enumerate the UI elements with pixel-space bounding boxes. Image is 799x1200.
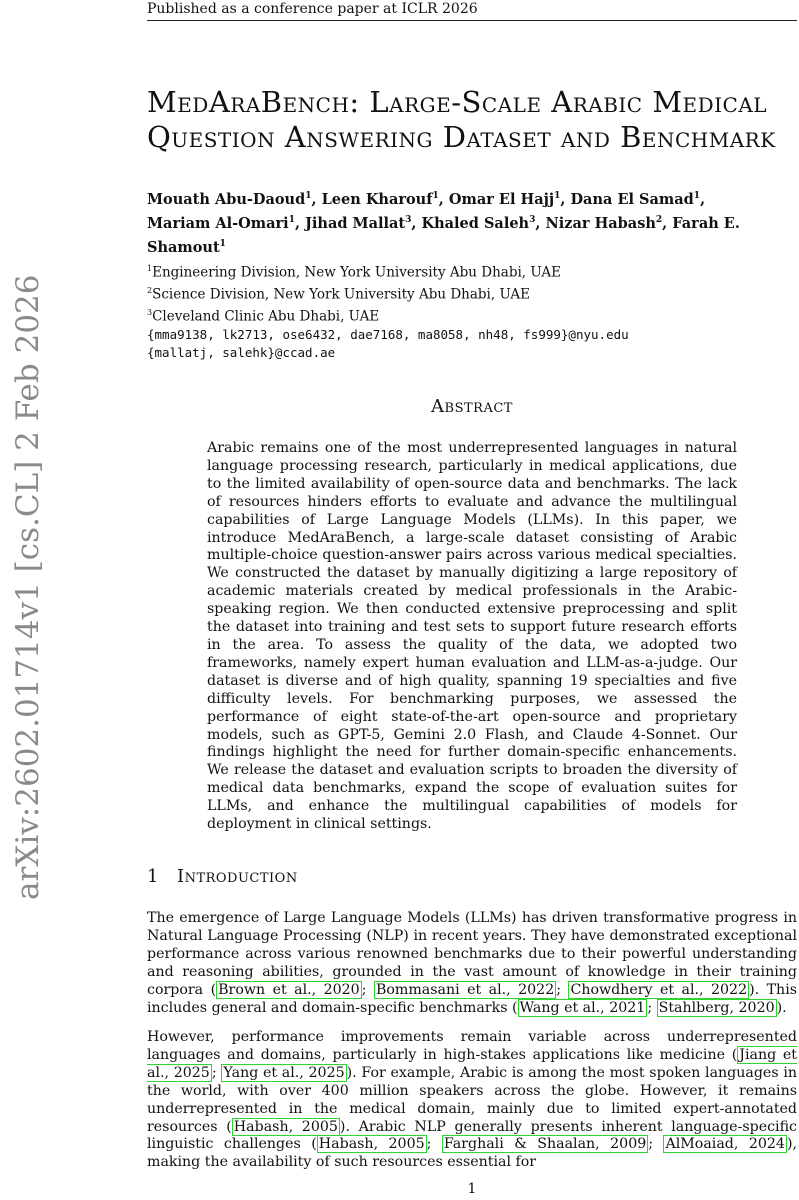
author-affil: 1: [432, 191, 439, 201]
citation-link[interactable]: Brown et al., 2020: [218, 981, 360, 998]
author-name: Leen Kharouf: [321, 190, 433, 208]
author-name: Nizar Habash: [545, 214, 656, 232]
author-name: Omar El Hajj: [448, 190, 555, 208]
author-name: Mouath Abu-Daoud: [147, 190, 306, 208]
citation-link[interactable]: Stahlberg, 2020: [658, 999, 775, 1016]
arxiv-stamp: arXiv:2602.01714v1 [cs.CL] 2 Feb 2026: [10, 274, 46, 900]
author-affil: 1: [219, 238, 226, 249]
author-name: Farah E. Shamout: [147, 214, 740, 256]
citation-link[interactable]: Farghali & Shaalan, 2009: [443, 1136, 647, 1153]
author-affil: 3: [405, 214, 412, 225]
intro-paragraph-1: The emergence of Large Language Models (LLMs) has driven transformative progress in Natural Language Processing (NLP) in recent years. They have demonstrated exceptional performance across various renowned benchmarks due to their powerful understanding and reasoning abilities, grounded in the vast amount of knowledge in their training corpora ( Brown et al., 2020 ; Bommasani et al., 2022 ; Chowdhery et al., 2022 ). This includes general and domain-specific benchmarks ( Wang et al., 2021 ; Stahlberg, 2020 ).: [147, 910, 798, 1016]
email-line-nyu[interactable]: {mma9138, lk2713, ose6432, dae7168, ma8058, nh48, fs999}@nyu.edu: [147, 327, 629, 342]
citation-link[interactable]: Yang et al., 2025: [223, 1064, 345, 1081]
abstract-body: Arabic remains one of the most underrepresented languages in natural language processing research, particularly in medical applications, due to the limited availability of open-source data and benchmarks. The lack of resources hinders efforts to evaluate and advance the multilingual capabilities of Large Language Models (LLMs). In this paper, we introduce MedAraBench, a large-scale dataset consisting of Arabic multiple-choice question-answer pairs across various medical specialties. We constructed the dataset by manually digitizing a large repository of academic materials created by medical professionals in the Arabic-speaking region. We then conducted extensive preprocessing and split the dataset into training and test sets to support future research efforts in the area. To assess the quality of the data, we adopted two frameworks, namely expert human evaluation and LLM-as-a-judge. Our dataset is diverse and of high quality, spanning 19 specialties and five difficulty levels. For benchmarking purposes, we assessed the performance of eight state-of-the-art open-source and proprietary models, such as GPT-5, Gemini 2.0 Flash, and Claude 4-Sonnet. Our findings highlight the need for further domain-specific enhancements. We release the dataset and evaluation scripts to broaden the diversity of medical data benchmarks, expand the scope of evaluation suites for LLMs, and enhance the multilingual capabilities of models for deployment in clinical settings.: [207, 440, 737, 833]
author-name: Dana El Samad: [570, 190, 694, 208]
citation-link[interactable]: Bommasani et al., 2022: [375, 981, 555, 998]
affiliation-item: $^1$Engineering Division, New York University Abu Dhabi, UAE: [147, 264, 561, 281]
section-title: Introduction: [176, 866, 298, 887]
title-line-1: MedAraBench: Large-Scale Arabic Medical: [147, 85, 768, 119]
citation-link[interactable]: Habash, 2005: [233, 1118, 338, 1135]
author-name: Jihad Mallat: [305, 214, 406, 232]
author-affil: 3: [529, 214, 536, 225]
citation-link[interactable]: AlMoaiad, 2024: [665, 1136, 785, 1153]
author-list: Mouath Abu-Daoud$^1$, Leen Kharouf$^1$, Omar El Hajj$^1$, Dana El Samad$^1$, Mariam Al-Omari$^1$, Jihad Mallat$^3$, Khaled Saleh$^3$, Nizar Habash$^2$, Farah E. Shamout$^1$: [147, 190, 740, 256]
author-affil: 1: [288, 214, 295, 225]
citation-link[interactable]: Wang et al., 2021: [519, 999, 646, 1016]
email-line-ccad[interactable]: {mallatj, salehk}@ccad.ae: [147, 344, 336, 360]
section-number: 1: [147, 866, 159, 887]
author-name: Mariam Al-Omari: [147, 214, 289, 232]
affiliation-item: $^2$Science Division, New York University Abu Dhabi, UAE: [147, 286, 531, 303]
citation-link[interactable]: Chowdhery et al., 2022: [570, 981, 748, 998]
section-heading: [147, 866, 797, 888]
author-affil: 1: [693, 191, 701, 201]
author-affil: 1: [305, 191, 312, 201]
author-affil: 1: [554, 191, 561, 201]
author-name: Khaled Saleh: [421, 214, 530, 232]
citation-link[interactable]: Jiang et al., 2025: [147, 1046, 797, 1081]
running-header: Published as a conference paper at ICLR 2026: [147, 1, 478, 17]
affiliation-item: $^3$Cleveland Clinic Abu Dhabi, UAE: [147, 308, 380, 325]
abstract-heading: Abstract: [431, 396, 513, 417]
page-number: 1: [467, 1181, 477, 1197]
author-affil: 2: [655, 214, 663, 225]
citation-link[interactable]: Habash, 2005: [318, 1136, 425, 1153]
paper-title: [147, 85, 797, 155]
header-rule: [147, 20, 797, 21]
title-line-2: Question Answering Dataset and Benchmark: [147, 120, 776, 154]
affiliations: [147, 260, 797, 361]
intro-paragraph-2: However, performance improvements remain variable across underrepresented languages and domains, particularly in high-stakes applications like medicine ( Jiang et al., 2025 ; Yang et al., 2025 ). For example, Arabic is among the most spoken languages in the world, with over 400 million speakers across the globe. However, it remains underrepresented in the medical domain, mainly due to limited expert-annotated resources ( Habash, 2005 ). Arabic NLP generally presents inherent language-specific linguistic challenges ( Habash, 2005 ; Farghali & Shaalan, 2009 ; AlMoaiad, 2024 ), making the availability of such resources essential for: [147, 1029, 797, 1171]
